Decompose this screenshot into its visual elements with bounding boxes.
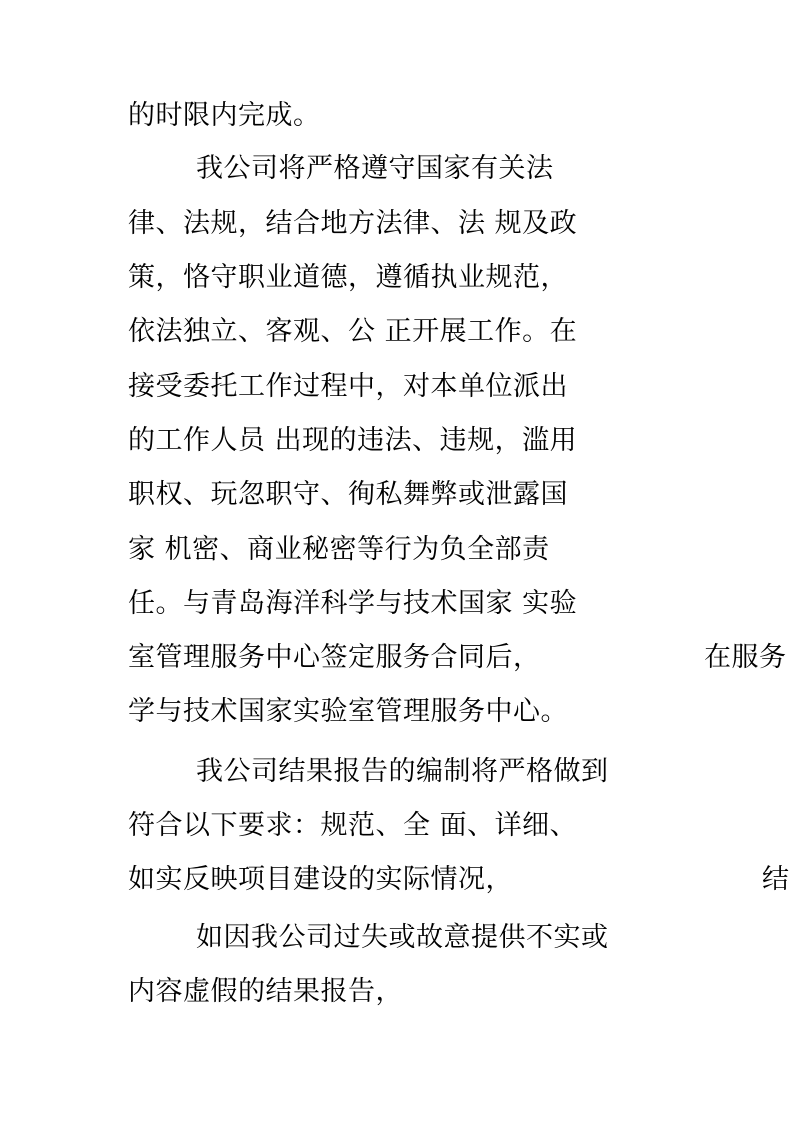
right-fragment: 在服务 bbox=[704, 642, 787, 673]
text-line: 如实反映项目建设的实际情况， bbox=[128, 864, 513, 895]
text-line: 职权、玩忽职守、徇私舞弊或泄露国 bbox=[128, 479, 568, 510]
text-line: 的工作人员 出现的违法、违规，滥用 bbox=[128, 425, 578, 456]
text-line: 律、法规，结合地方法律、法 规及政 bbox=[128, 208, 578, 239]
text-line: 任。与青岛海洋科学与技术国家 实验 bbox=[128, 588, 578, 619]
text-line: 接受委托工作过程中，对本单位派出 bbox=[128, 371, 568, 402]
text-line: 依法独立、客观、公 正开展工作。在 bbox=[128, 316, 578, 347]
right-fragment: 结 bbox=[762, 864, 790, 895]
text-line: 内容虚假的结果报告， bbox=[128, 976, 403, 1007]
text-line: 室管理服务中心签定服务合同后， bbox=[128, 642, 541, 673]
text-line: 学与技术国家实验室管理服务中心。 bbox=[128, 696, 568, 727]
text-line: 策，恪守职业道德，遵循执业规范， bbox=[128, 262, 568, 293]
paragraph-start-line: 我公司结果报告的编制将严格做到 bbox=[196, 756, 609, 787]
paragraph-start-line: 如因我公司过失或故意提供不实或 bbox=[196, 922, 609, 953]
text-line: 家 机密、商业秘密等行为负全部责 bbox=[128, 534, 550, 565]
paragraph-start-line: 我公司将严格遵守国家有关法 bbox=[196, 153, 554, 184]
text-line: 符合以下要求：规范、全 面、详细、 bbox=[128, 810, 578, 841]
text-line: 的时限内完成。 bbox=[128, 100, 321, 131]
